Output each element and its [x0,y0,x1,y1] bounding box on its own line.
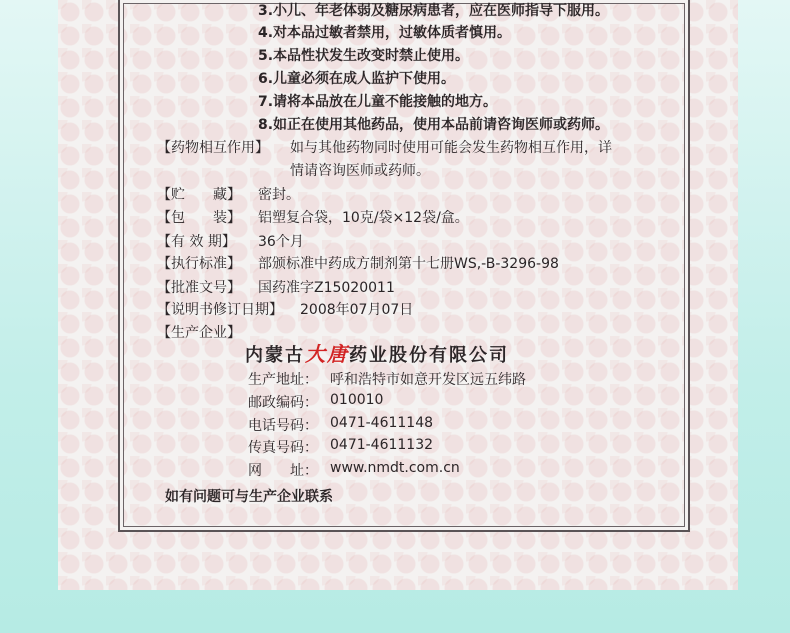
storage-label: 【贮 藏】 [157,187,241,203]
standard-value: 部颁标准中药成方制剂第十七册WS,-B-3296-98 [258,256,559,272]
footer-note: 如有问题可与生产企业联系 [165,489,333,505]
manufacturer-label: 【生产企业】 [157,325,241,341]
storage-value: 密封。 [258,187,300,203]
validity-value: 36个月 [258,234,304,250]
company-name-suffix: 药业股份有限公司 [349,345,509,366]
interaction-text-2: 情请咨询医师或药师。 [290,163,430,179]
fax-label: 传真号码： [248,440,318,456]
company-name-prefix: 内蒙古 [245,345,305,366]
precaution-3: 3.小儿、年老体弱及糖尿病患者，应在医师指导下服用。 [258,3,610,19]
precaution-5: 5.本品性状发生改变时禁止使用。 [258,48,470,64]
web-value: www.nmdt.com.cn [330,460,460,476]
company-name [245,338,509,367]
address-value: 呼和浩特市如意开发区远五纬路 [330,372,526,388]
approval-label: 【批准文号】 [157,280,241,296]
phone-value: 0471-4611148 [330,415,434,431]
web-label: 网 址： [248,463,318,479]
standard-label: 【执行标准】 [157,256,241,272]
revision-label: 【说明书修订日期】 [157,302,283,318]
precaution-7: 7.请将本品放在儿童不能接触的地方。 [258,94,498,110]
precaution-6: 6.儿童必须在成人监护下使用。 [258,71,456,87]
company-brand-logo: 大唐 [305,342,349,366]
package-label: 【包 装】 [157,210,241,226]
package-value: 铝塑复合袋，10克/袋×12袋/盒。 [258,210,469,226]
precaution-8: 8.如正在使用其他药品，使用本品前请咨询医师或药师。 [258,117,610,133]
fax-value: 0471-4611132 [330,437,434,453]
revision-value: 2008年07月07日 [300,302,414,318]
interaction-label: 【药物相互作用】 [157,140,269,156]
interaction-text-1: 如与其他药物同时使用可能会发生药物相互作用，详 [290,140,612,156]
precaution-4: 4.对本品过敏者禁用，过敏体质者慎用。 [258,25,512,41]
phone-label: 电话号码： [248,418,318,434]
postcode-label: 邮政编码： [248,395,318,411]
postcode-value: 010010 [330,392,384,408]
address-label: 生产地址： [248,372,318,388]
approval-value: 国药准字Z15020011 [258,280,395,296]
validity-label: 【有 效 期】 [157,234,236,250]
